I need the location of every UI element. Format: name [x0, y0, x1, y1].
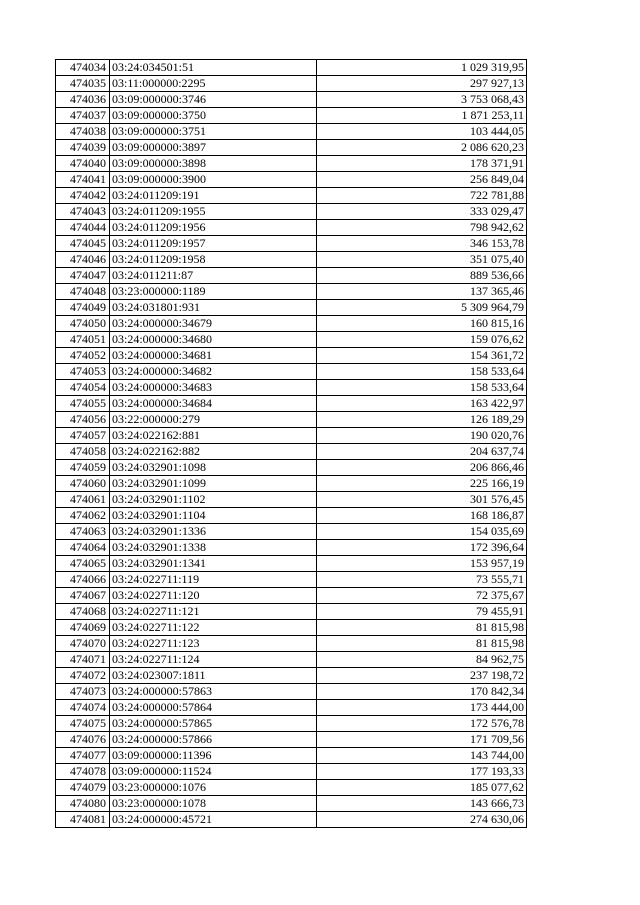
cadastral-value-cell: 206 866,46 [317, 460, 527, 476]
row-number-cell: 474070 [56, 636, 110, 652]
table-row [56, 236, 527, 252]
cadastral-number-cell: 03:24:000000:34683 [110, 380, 317, 396]
row-number-cell: 474069 [56, 620, 110, 636]
table-row [56, 188, 527, 204]
cadastral-value-cell: 889 536,66 [317, 268, 527, 284]
cadastral-number-cell: 03:09:000000:3750 [110, 108, 317, 124]
row-number-cell: 474077 [56, 748, 110, 764]
table-row [56, 220, 527, 236]
cadastral-value-cell: 168 186,87 [317, 508, 527, 524]
row-number-cell: 474065 [56, 556, 110, 572]
row-number-cell: 474078 [56, 764, 110, 780]
row-number-cell: 474080 [56, 796, 110, 812]
row-number-cell: 474046 [56, 252, 110, 268]
cadastral-value-cell: 163 422,97 [317, 396, 527, 412]
cadastral-number-cell: 03:24:000000:45721 [110, 812, 317, 828]
cadastral-value-cell: 84 962,75 [317, 652, 527, 668]
table-row [56, 492, 527, 508]
row-number-cell: 474055 [56, 396, 110, 412]
cadastral-value-cell: 722 781,88 [317, 188, 527, 204]
table-row [56, 524, 527, 540]
cadastral-number-cell: 03:24:022711:121 [110, 604, 317, 620]
table-row [56, 588, 527, 604]
cadastral-number-cell: 03:09:000000:3900 [110, 172, 317, 188]
cadastral-value-cell: 3 753 068,43 [317, 92, 527, 108]
cadastral-number-cell: 03:09:000000:3898 [110, 156, 317, 172]
table-row [56, 572, 527, 588]
cadastral-value-cell: 154 035,69 [317, 524, 527, 540]
row-number-cell: 474060 [56, 476, 110, 492]
cadastral-number-cell: 03:24:022711:123 [110, 636, 317, 652]
cadastral-number-cell: 03:23:000000:1078 [110, 796, 317, 812]
table-row [56, 252, 527, 268]
row-number-cell: 474059 [56, 460, 110, 476]
cadastral-value-cell: 153 957,19 [317, 556, 527, 572]
row-number-cell: 474047 [56, 268, 110, 284]
table-row [56, 92, 527, 108]
row-number-cell: 474073 [56, 684, 110, 700]
cadastral-number-cell: 03:24:000000:34680 [110, 332, 317, 348]
cadastral-number-cell: 03:09:000000:3751 [110, 124, 317, 140]
cadastral-number-cell: 03:24:000000:57863 [110, 684, 317, 700]
row-number-cell: 474042 [56, 188, 110, 204]
row-number-cell: 474034 [56, 60, 110, 76]
cadastral-number-cell: 03:22:000000:279 [110, 412, 317, 428]
row-number-cell: 474045 [56, 236, 110, 252]
row-number-cell: 474049 [56, 300, 110, 316]
cadastral-value-cell: 171 709,56 [317, 732, 527, 748]
table-row [56, 364, 527, 380]
cadastral-value-cell: 204 637,74 [317, 444, 527, 460]
cadastral-number-cell: 03:24:032901:1102 [110, 492, 317, 508]
table-row [56, 396, 527, 412]
cadastral-value-cell: 173 444,00 [317, 700, 527, 716]
table-row [56, 380, 527, 396]
cadastral-number-cell: 03:24:032901:1336 [110, 524, 317, 540]
table-row [56, 780, 527, 796]
row-number-cell: 474063 [56, 524, 110, 540]
cadastral-number-cell: 03:24:032901:1341 [110, 556, 317, 572]
table-row [56, 156, 527, 172]
table-row [56, 60, 527, 76]
cadastral-number-cell: 03:09:000000:3897 [110, 140, 317, 156]
cadastral-number-cell: 03:24:000000:34684 [110, 396, 317, 412]
cadastral-number-cell: 03:24:011211:87 [110, 268, 317, 284]
table-row [56, 636, 527, 652]
table-body [56, 60, 527, 828]
cadastral-number-cell: 03:24:000000:57866 [110, 732, 317, 748]
cadastral-number-cell: 03:24:011209:1958 [110, 252, 317, 268]
cadastral-value-cell: 73 555,71 [317, 572, 527, 588]
table-row [56, 652, 527, 668]
cadastral-number-cell: 03:24:000000:34679 [110, 316, 317, 332]
table-row [56, 108, 527, 124]
cadastral-value-cell: 126 189,29 [317, 412, 527, 428]
cadastral-value-cell: 225 166,19 [317, 476, 527, 492]
cadastral-value-cell: 2 086 620,23 [317, 140, 527, 156]
table-row [56, 604, 527, 620]
row-number-cell: 474074 [56, 700, 110, 716]
cadastral-number-cell: 03:24:011209:1957 [110, 236, 317, 252]
row-number-cell: 474075 [56, 716, 110, 732]
cadastral-value-cell: 158 533,64 [317, 364, 527, 380]
table-row [56, 540, 527, 556]
row-number-cell: 474079 [56, 780, 110, 796]
cadastral-value-cell: 798 942,62 [317, 220, 527, 236]
cadastral-value-cell: 274 630,06 [317, 812, 527, 828]
row-number-cell: 474048 [56, 284, 110, 300]
row-number-cell: 474039 [56, 140, 110, 156]
cadastral-number-cell: 03:09:000000:11524 [110, 764, 317, 780]
cadastral-value-cell: 79 455,91 [317, 604, 527, 620]
row-number-cell: 474036 [56, 92, 110, 108]
table-row [56, 428, 527, 444]
table-row [56, 508, 527, 524]
row-number-cell: 474056 [56, 412, 110, 428]
cadastral-value-cell: 237 198,72 [317, 668, 527, 684]
row-number-cell: 474041 [56, 172, 110, 188]
cadastral-number-cell: 03:24:032901:1338 [110, 540, 317, 556]
cadastral-value-cell: 81 815,98 [317, 620, 527, 636]
table-row [56, 316, 527, 332]
cadastral-number-cell: 03:24:032901:1099 [110, 476, 317, 492]
row-number-cell: 474081 [56, 812, 110, 828]
cadastral-number-cell: 03:24:034501:51 [110, 60, 317, 76]
cadastral-number-cell: 03:24:011209:1956 [110, 220, 317, 236]
cadastral-value-table [55, 59, 527, 828]
cadastral-value-cell: 333 029,47 [317, 204, 527, 220]
cadastral-number-cell: 03:11:000000:2295 [110, 76, 317, 92]
table-row [56, 476, 527, 492]
cadastral-value-cell: 81 815,98 [317, 636, 527, 652]
table-row [56, 412, 527, 428]
cadastral-number-cell: 03:24:000000:57865 [110, 716, 317, 732]
row-number-cell: 474061 [56, 492, 110, 508]
row-number-cell: 474076 [56, 732, 110, 748]
table-row [56, 300, 527, 316]
table-row [56, 284, 527, 300]
table-row [56, 76, 527, 92]
table-row [56, 332, 527, 348]
cadastral-number-cell: 03:24:000000:57864 [110, 700, 317, 716]
cadastral-value-cell: 5 309 964,79 [317, 300, 527, 316]
cadastral-number-cell: 03:24:000000:34681 [110, 348, 317, 364]
cadastral-value-cell: 256 849,04 [317, 172, 527, 188]
row-number-cell: 474058 [56, 444, 110, 460]
cadastral-number-cell: 03:24:022162:881 [110, 428, 317, 444]
cadastral-value-cell: 1 871 253,11 [317, 108, 527, 124]
cadastral-number-cell: 03:24:031801:931 [110, 300, 317, 316]
cadastral-number-cell: 03:24:023007:1811 [110, 668, 317, 684]
cadastral-value-cell: 158 533,64 [317, 380, 527, 396]
row-number-cell: 474050 [56, 316, 110, 332]
cadastral-number-cell: 03:24:011209:1955 [110, 204, 317, 220]
table-row [56, 668, 527, 684]
cadastral-number-cell: 03:24:032901:1104 [110, 508, 317, 524]
table-row [56, 348, 527, 364]
table-row [56, 268, 527, 284]
table-row [56, 140, 527, 156]
cadastral-value-cell: 159 076,62 [317, 332, 527, 348]
cadastral-value-cell: 301 576,45 [317, 492, 527, 508]
table-row [56, 700, 527, 716]
cadastral-value-cell: 190 020,76 [317, 428, 527, 444]
row-number-cell: 474071 [56, 652, 110, 668]
row-number-cell: 474043 [56, 204, 110, 220]
cadastral-value-cell: 351 075,40 [317, 252, 527, 268]
table-row [56, 684, 527, 700]
cadastral-value-cell: 103 444,05 [317, 124, 527, 140]
table-row [56, 556, 527, 572]
table-row [56, 812, 527, 828]
cadastral-number-cell: 03:24:000000:34682 [110, 364, 317, 380]
cadastral-number-cell: 03:09:000000:3746 [110, 92, 317, 108]
row-number-cell: 474053 [56, 364, 110, 380]
row-number-cell: 474044 [56, 220, 110, 236]
cadastral-number-cell: 03:23:000000:1076 [110, 780, 317, 796]
row-number-cell: 474062 [56, 508, 110, 524]
cadastral-value-cell: 1 029 319,95 [317, 60, 527, 76]
cadastral-number-cell: 03:24:022711:119 [110, 572, 317, 588]
table-row [56, 620, 527, 636]
row-number-cell: 474038 [56, 124, 110, 140]
cadastral-value-cell: 72 375,67 [317, 588, 527, 604]
table-row [56, 124, 527, 140]
row-number-cell: 474072 [56, 668, 110, 684]
cadastral-value-cell: 177 193,33 [317, 764, 527, 780]
table-row [56, 796, 527, 812]
row-number-cell: 474064 [56, 540, 110, 556]
row-number-cell: 474040 [56, 156, 110, 172]
table-row [56, 204, 527, 220]
row-number-cell: 474067 [56, 588, 110, 604]
cadastral-number-cell: 03:24:022711:122 [110, 620, 317, 636]
cadastral-number-cell: 03:24:022711:120 [110, 588, 317, 604]
table-row [56, 732, 527, 748]
table-row [56, 460, 527, 476]
cadastral-number-cell: 03:24:011209:191 [110, 188, 317, 204]
cadastral-value-cell: 172 396,64 [317, 540, 527, 556]
table-row [56, 444, 527, 460]
cadastral-value-cell: 172 576,78 [317, 716, 527, 732]
row-number-cell: 474052 [56, 348, 110, 364]
row-number-cell: 474037 [56, 108, 110, 124]
row-number-cell: 474068 [56, 604, 110, 620]
cadastral-value-cell: 297 927,13 [317, 76, 527, 92]
cadastral-value-cell: 154 361,72 [317, 348, 527, 364]
cadastral-value-cell: 178 371,91 [317, 156, 527, 172]
cadastral-number-cell: 03:09:000000:11396 [110, 748, 317, 764]
cadastral-number-cell: 03:24:022711:124 [110, 652, 317, 668]
cadastral-value-cell: 160 815,16 [317, 316, 527, 332]
table-row [56, 748, 527, 764]
row-number-cell: 474066 [56, 572, 110, 588]
cadastral-number-cell: 03:24:032901:1098 [110, 460, 317, 476]
cadastral-number-cell: 03:24:022162:882 [110, 444, 317, 460]
cadastral-value-cell: 143 744,00 [317, 748, 527, 764]
cadastral-value-cell: 185 077,62 [317, 780, 527, 796]
cadastral-number-cell: 03:23:000000:1189 [110, 284, 317, 300]
cadastral-value-cell: 346 153,78 [317, 236, 527, 252]
table-row [56, 716, 527, 732]
table-row [56, 764, 527, 780]
row-number-cell: 474035 [56, 76, 110, 92]
row-number-cell: 474051 [56, 332, 110, 348]
cadastral-value-cell: 137 365,46 [317, 284, 527, 300]
cadastral-value-cell: 143 666,73 [317, 796, 527, 812]
row-number-cell: 474054 [56, 380, 110, 396]
cadastral-value-cell: 170 842,34 [317, 684, 527, 700]
table-row [56, 172, 527, 188]
row-number-cell: 474057 [56, 428, 110, 444]
